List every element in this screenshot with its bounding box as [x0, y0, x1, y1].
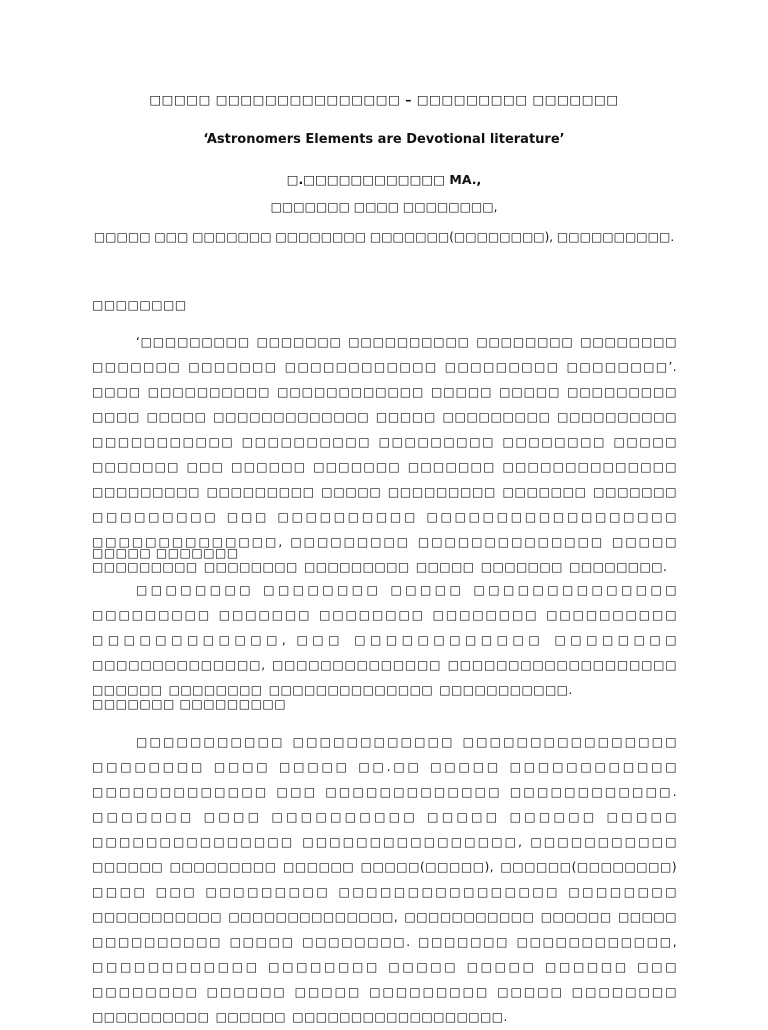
section-paragraph-2: □□□□□□□□ □□□□□□□□ □□□□□ □□□□□□□□□□□□□□ □□□□□□□□□ □□□□□□□ □□□□□□□□ □□□□□□□□ □□□□□□□□□□ □□□□□□□□□□□□, □□□ □□□□□□□□□□□□ □□□□□□□□ □□□□□□□□□□□□□□, □□□□□□□□□□□□□□ □□□□□□□□□□□□□□□□□□□ □□□□□□ □□□□□□□□ □□□□□□□□□□□□□□ □□□□□□□□□□□. [92, 583, 677, 697]
section-heading-3: □□□□□□□ □□□□□□□□□ [92, 697, 287, 711]
section-heading-2: □□□□□ □□□□□□□ [92, 546, 239, 560]
paper-title: □□□□□ □□□□□□□□□□□□□□□ – □□□□□□□□□ □□□□□□□ [149, 92, 619, 107]
section-paragraph-3: □□□□□□□□□□□ □□□□□□□□□□□□ □□□□□□□□□□□□□□□□ □□□□□□□□ □□□□ □□□□□ □□.□□ □□□□□ □□□□□□□□□□□□ □□□□□□□□□□□□□ □□□ □□□□□□□□□□□□□ □□□□□□□□□□□□. □□□□□□□ □□□□ □□□□□□□□□□ □□□□□ □□□□□□ □□□□□ □□□□□□□□□□□□□□□ □□□□□□□□□□□□□□□□, □□□□□□□□□□□ □□□□□□ □□□□□□□□□ □□□□□□ □□□□□(□□□□□), □□□□□□(□□□□□□□□) □□□□ □□□ □□□□□□□□□ □□□□□□□□□□□□□□□□ □□□□□□□□ □□□□□□□□□□□ □□□□□□□□□□□□□□, □□□□□□□□□□□ □□□□□□ □□□□□ □□□□□□□□□□ □□□□□ □□□□□□□□. □□□□□□□ □□□□□□□□□□□□, □□□□□□□□□□□□ □□□□□□□□ □□□□□ □□□□□ □□□□□□ □□□ □□□□□□□□ □□□□□□ □□□□□ □□□□□□□□□ □□□□□ □□□□□□□□ □□□□□□□□□□ □□□□□□ □□□□□□□□□□□□□□□□□□. [92, 735, 677, 1024]
author-affiliation-line-1: □□□□□□□ □□□□ □□□□□□□□, [270, 200, 498, 214]
author-affiliation-line-2: □□□□□ □□□ □□□□□□□ □□□□□□□□ □□□□□□□(□□□□□□□□), □□□□□□□□□□. [93, 230, 675, 244]
section-paragraph-introduction: ‘□□□□□□□□□ □□□□□□□ □□□□□□□□□□ □□□□□□□□ □□□□□□□□ □□□□□□□ □□□□□□□ □□□□□□□□□□□□ □□□□□□□□□ □□□□□□□□’. □□□□ □□□□□□□□□□ □□□□□□□□□□□□ □□□□□ □□□□□ □□□□□□□□□ □□□□ □□□□□ □□□□□□□□□□□□□ □□□□□ □□□□□□□□□ □□□□□□□□□□ □□□□□□□□□□□ □□□□□□□□□□ □□□□□□□□□ □□□□□□□□ □□□□□ □□□□□□□ □□□ □□□□□□ □□□□□□□ □□□□□□□ □□□□□□□□□□□□□□ □□□□□□□□□ □□□□□□□□□ □□□□□ □□□□□□□□□ □□□□□□□ □□□□□□□ □□□□□□□□□ □□□ □□□□□□□□□□ □□□□□□□□□□□□□□□□□□ □□□□□□□□□□□□□□, □□□□□□□□□ □□□□□□□□□□□□□□ □□□□□ □□□□□□□□□ □□□□□□□□ □□□□□□□□□ □□□□□ □□□□□□□ □□□□□□□□. [92, 335, 677, 574]
paper-subtitle: ‘Astronomers Elements are Devotional literature’ [203, 132, 565, 147]
section-heading-introduction: □□□□□□□□ [92, 298, 187, 312]
author-name: □.□□□□□□□□□□□□ MA., [286, 172, 482, 187]
